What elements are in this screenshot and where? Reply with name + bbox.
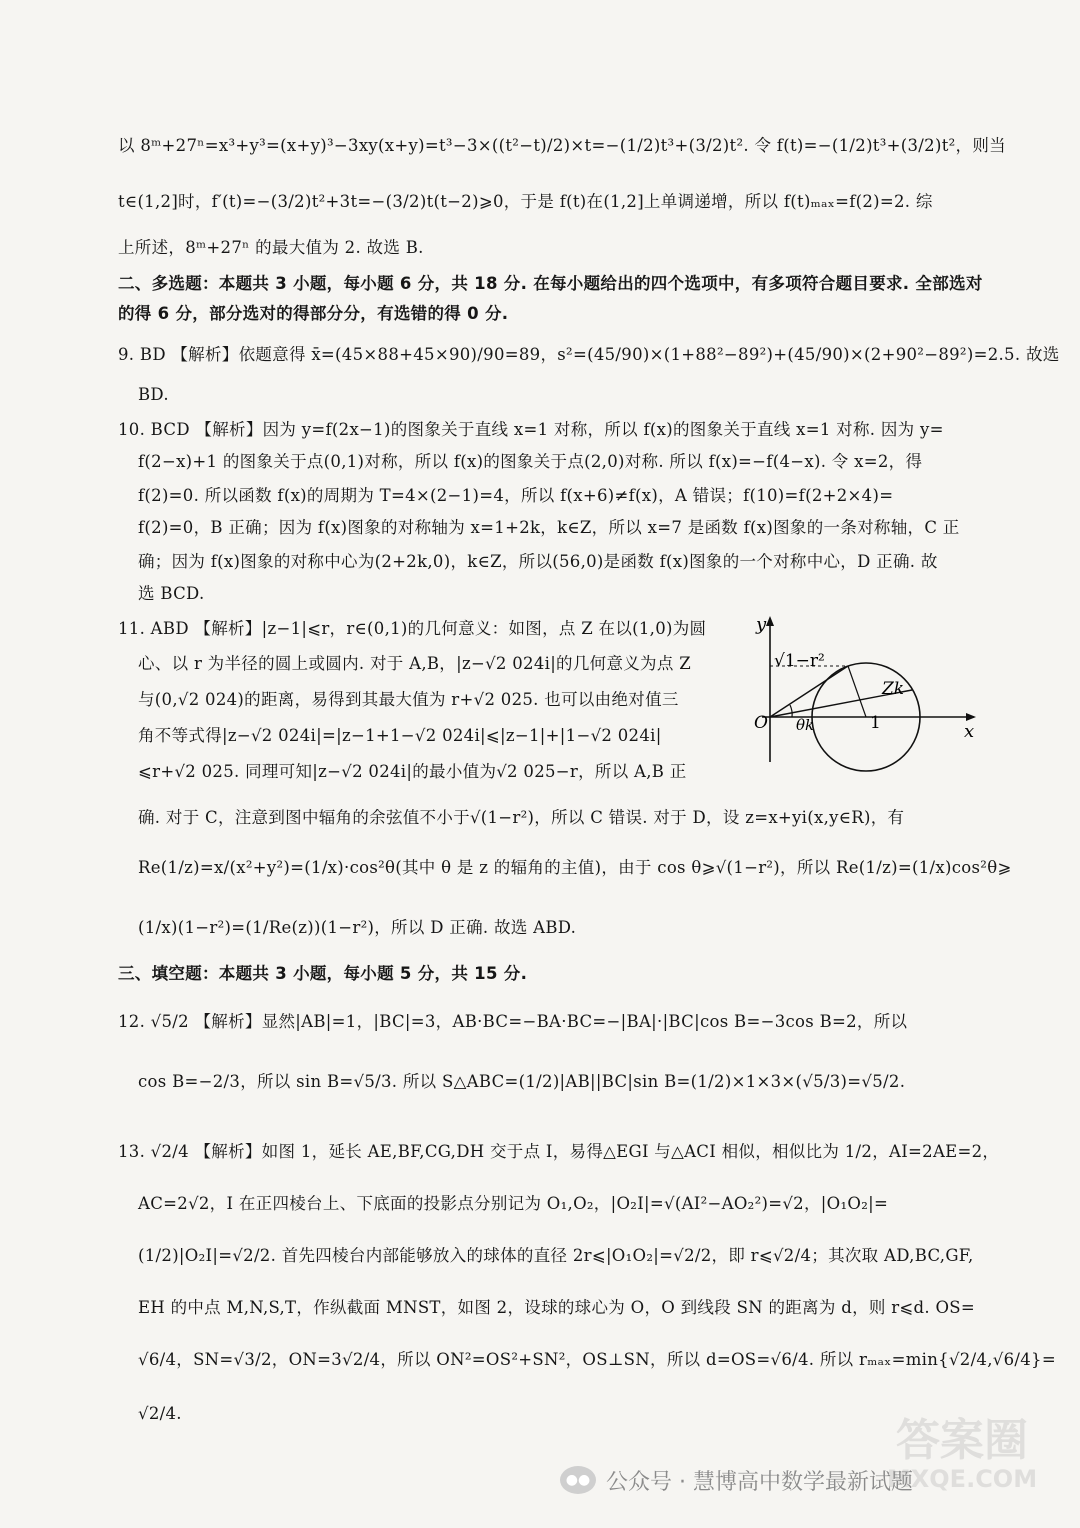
text-line: 上所述，8ᵐ+27ⁿ 的最大值为 2. 故选 B. bbox=[118, 238, 424, 257]
section-heading: 的得 6 分，部分选对的得部分分，有选错的得 0 分. bbox=[118, 304, 509, 323]
text-line: 11. ABD 【解析】|z−1|⩽r，r∈(0,1)的几何意义：如图，点 Z 在以(1,0)为圆 bbox=[118, 619, 707, 638]
text-line: 角不等式得|z−√2 024i|=|z−1+1−√2 024i|⩽|z−1|+|1−√2 024i| bbox=[138, 726, 662, 745]
watermark-line: MXQE.COM bbox=[886, 1465, 1038, 1493]
footer-text: 公众号 · 慧博高中数学最新试题 bbox=[606, 1469, 913, 1495]
text-line: 12. √5/2 【解析】显然|AB|=1，|BC|=3，AB·BC=−BA·BC=−|BA|·|BC|cos B=−3cos B=2，所以 bbox=[118, 1012, 908, 1031]
y-axis-label: y bbox=[756, 614, 767, 635]
zk-label: Zk bbox=[882, 679, 905, 699]
x-axis-arrow bbox=[966, 713, 976, 721]
origin-label: O bbox=[754, 713, 768, 733]
text-line: 与(0,√2 024)的距离，易得到其最大值为 r+√2 025. 也可以由绝对值三 bbox=[138, 690, 679, 709]
text-line: BD. bbox=[138, 385, 169, 404]
text-line: √6/4，SN=√3/2，ON=3√2/4，所以 ON²=OS²+SN²，OS⊥SN，所以 d=OS=√6/4. 所以 rₘₐₓ=min{√2/4,√6/4}= bbox=[138, 1350, 1056, 1369]
text-line: AC=2√2，I 在正四棱台上、下底面的投影点分别记为 O₁,O₂，|O₂I|=√(AI²−AO₂²)=√2，|O₁O₂|= bbox=[138, 1194, 889, 1213]
text-line: t∈(1,2]时，f′(t)=−(3/2)t²+3t=−(3/2)t(t−2)⩾0，于是 f(t)在(1,2]上单调递增，所以 f(t)ₘₐₓ=f(2)=2. 综 bbox=[118, 192, 933, 211]
text-line: √2/4. bbox=[138, 1404, 182, 1423]
text-line: 以 8ᵐ+27ⁿ=x³+y³=(x+y)³−3xy(x+y)=t³−3×((t²−t)/2)×t=−(1/2)t³+(3/2)t². 令 f(t)=−(1/2)t³+(3/2)t²，则当 bbox=[118, 136, 1006, 155]
sqrt-label: √1−r² bbox=[774, 651, 825, 671]
text-line: f(2)=0，B 正确；因为 f(x)图象的对称轴为 x=1+2k，k∈Z，所以 x=7 是函数 f(x)图象的一条对称轴，C 正 bbox=[138, 518, 960, 537]
text-line: (1/x)(1−r²)=(1/Re(z))(1−r²)，所以 D 正确. 故选 ABD. bbox=[138, 918, 577, 937]
angle-arc bbox=[790, 705, 792, 717]
text-line: 9. BD 【解析】依题意得 x̄=(45×88+45×90)/90=89，s²=(45/90)×(1+88²−89²)+(45/90)×(2+90²−89²)=2.5. 故选 bbox=[118, 345, 1060, 364]
text-line: 选 BCD. bbox=[138, 584, 205, 603]
text-line: (1/2)|O₂I|=√2/2. 首先四棱台内部能够放入的球体的直径 2r⩽|O₁O₂|=√2/2，即 r⩽√2/4；其次取 AD,BC,GF, bbox=[138, 1246, 974, 1265]
text-line: 10. BCD 【解析】因为 y=f(2x−1)的图象关于直线 x=1 对称，所以 f(x)的图象关于直线 x=1 对称. 因为 y= bbox=[118, 420, 944, 439]
one-label: 1 bbox=[870, 713, 881, 733]
text-line: Re(1/z)=x/(x²+y²)=(1/x)·cos²θ(其中 θ 是 z 的辐角的主值)，由于 cos θ⩾√(1−r²)，所以 Re(1/z)=(1/x)cos²θ⩾ bbox=[138, 858, 1012, 877]
text-line: ⩽r+√2 025. 同理可知|z−√2 024i|的最小值为√2 025−r，所以 A,B 正 bbox=[138, 762, 687, 781]
section-heading: 三、填空题：本题共 3 小题，每小题 5 分，共 15 分. bbox=[118, 964, 528, 983]
section-heading: 二、多选题：本题共 3 小题，每小题 6 分，共 18 分. 在每小题给出的四个选项中，有多项符合题目要求. 全部选对 bbox=[118, 274, 983, 293]
footer bbox=[560, 1460, 1060, 1500]
wechat-icon: ●● bbox=[560, 1466, 596, 1494]
x-axis-label: x bbox=[964, 721, 975, 742]
text-line: EH 的中点 M,N,S,T，作纵截面 MNST，如图 2，设球的球心为 O，O 到线段 SN 的距离为 d，则 r⩽d. OS= bbox=[138, 1298, 976, 1317]
theta-label: θk bbox=[796, 716, 815, 734]
text-line: f(2−x)+1 的图象关于点(0,1)对称，所以 f(x)的图象关于点(2,0)对称. 所以 f(x)=−f(4−x). 令 x=2，得 bbox=[138, 452, 923, 471]
text-line: f(2)=0. 所以函数 f(x)的周期为 T=4×(2−1)=4，所以 f(x+6)≠f(x)，A 错误；f(10)=f(2+2×4)= bbox=[138, 486, 894, 505]
text-line: 心、以 r 为半径的圆上或圆内. 对于 A,B，|z−√2 024i|的几何意义为点 Z bbox=[138, 654, 691, 673]
text-line: 确. 对于 C，注意到图中辐角的余弦值不小于√(1−r²)，所以 C 错误. 对于 D，设 z=x+yi(x,y∈R)，有 bbox=[138, 808, 905, 827]
text-line: cos B=−2/3，所以 sin B=√5/3. 所以 S△ABC=(1/2)|AB||BC|sin B=(1/2)×1×3×(√5/3)=√5/2. bbox=[138, 1072, 906, 1091]
radius-line bbox=[848, 666, 866, 717]
y-axis-arrow bbox=[766, 616, 774, 626]
text-line: 确；因为 f(x)图象的对称中心为(2+2k,0)，k∈Z，所以(56,0)是函数 f(x)图象的一个对称中心，D 正确. 故 bbox=[138, 552, 938, 571]
text-line: 13. √2/4 【解析】如图 1，延长 AE,BF,CG,DH 交于点 I，易得△EGI 与△ACI 相似，相似比为 1/2，AI=2AE=2， bbox=[118, 1142, 1000, 1161]
circle-diagram bbox=[752, 612, 982, 772]
watermark-line: 答案圈 bbox=[896, 1415, 1028, 1466]
